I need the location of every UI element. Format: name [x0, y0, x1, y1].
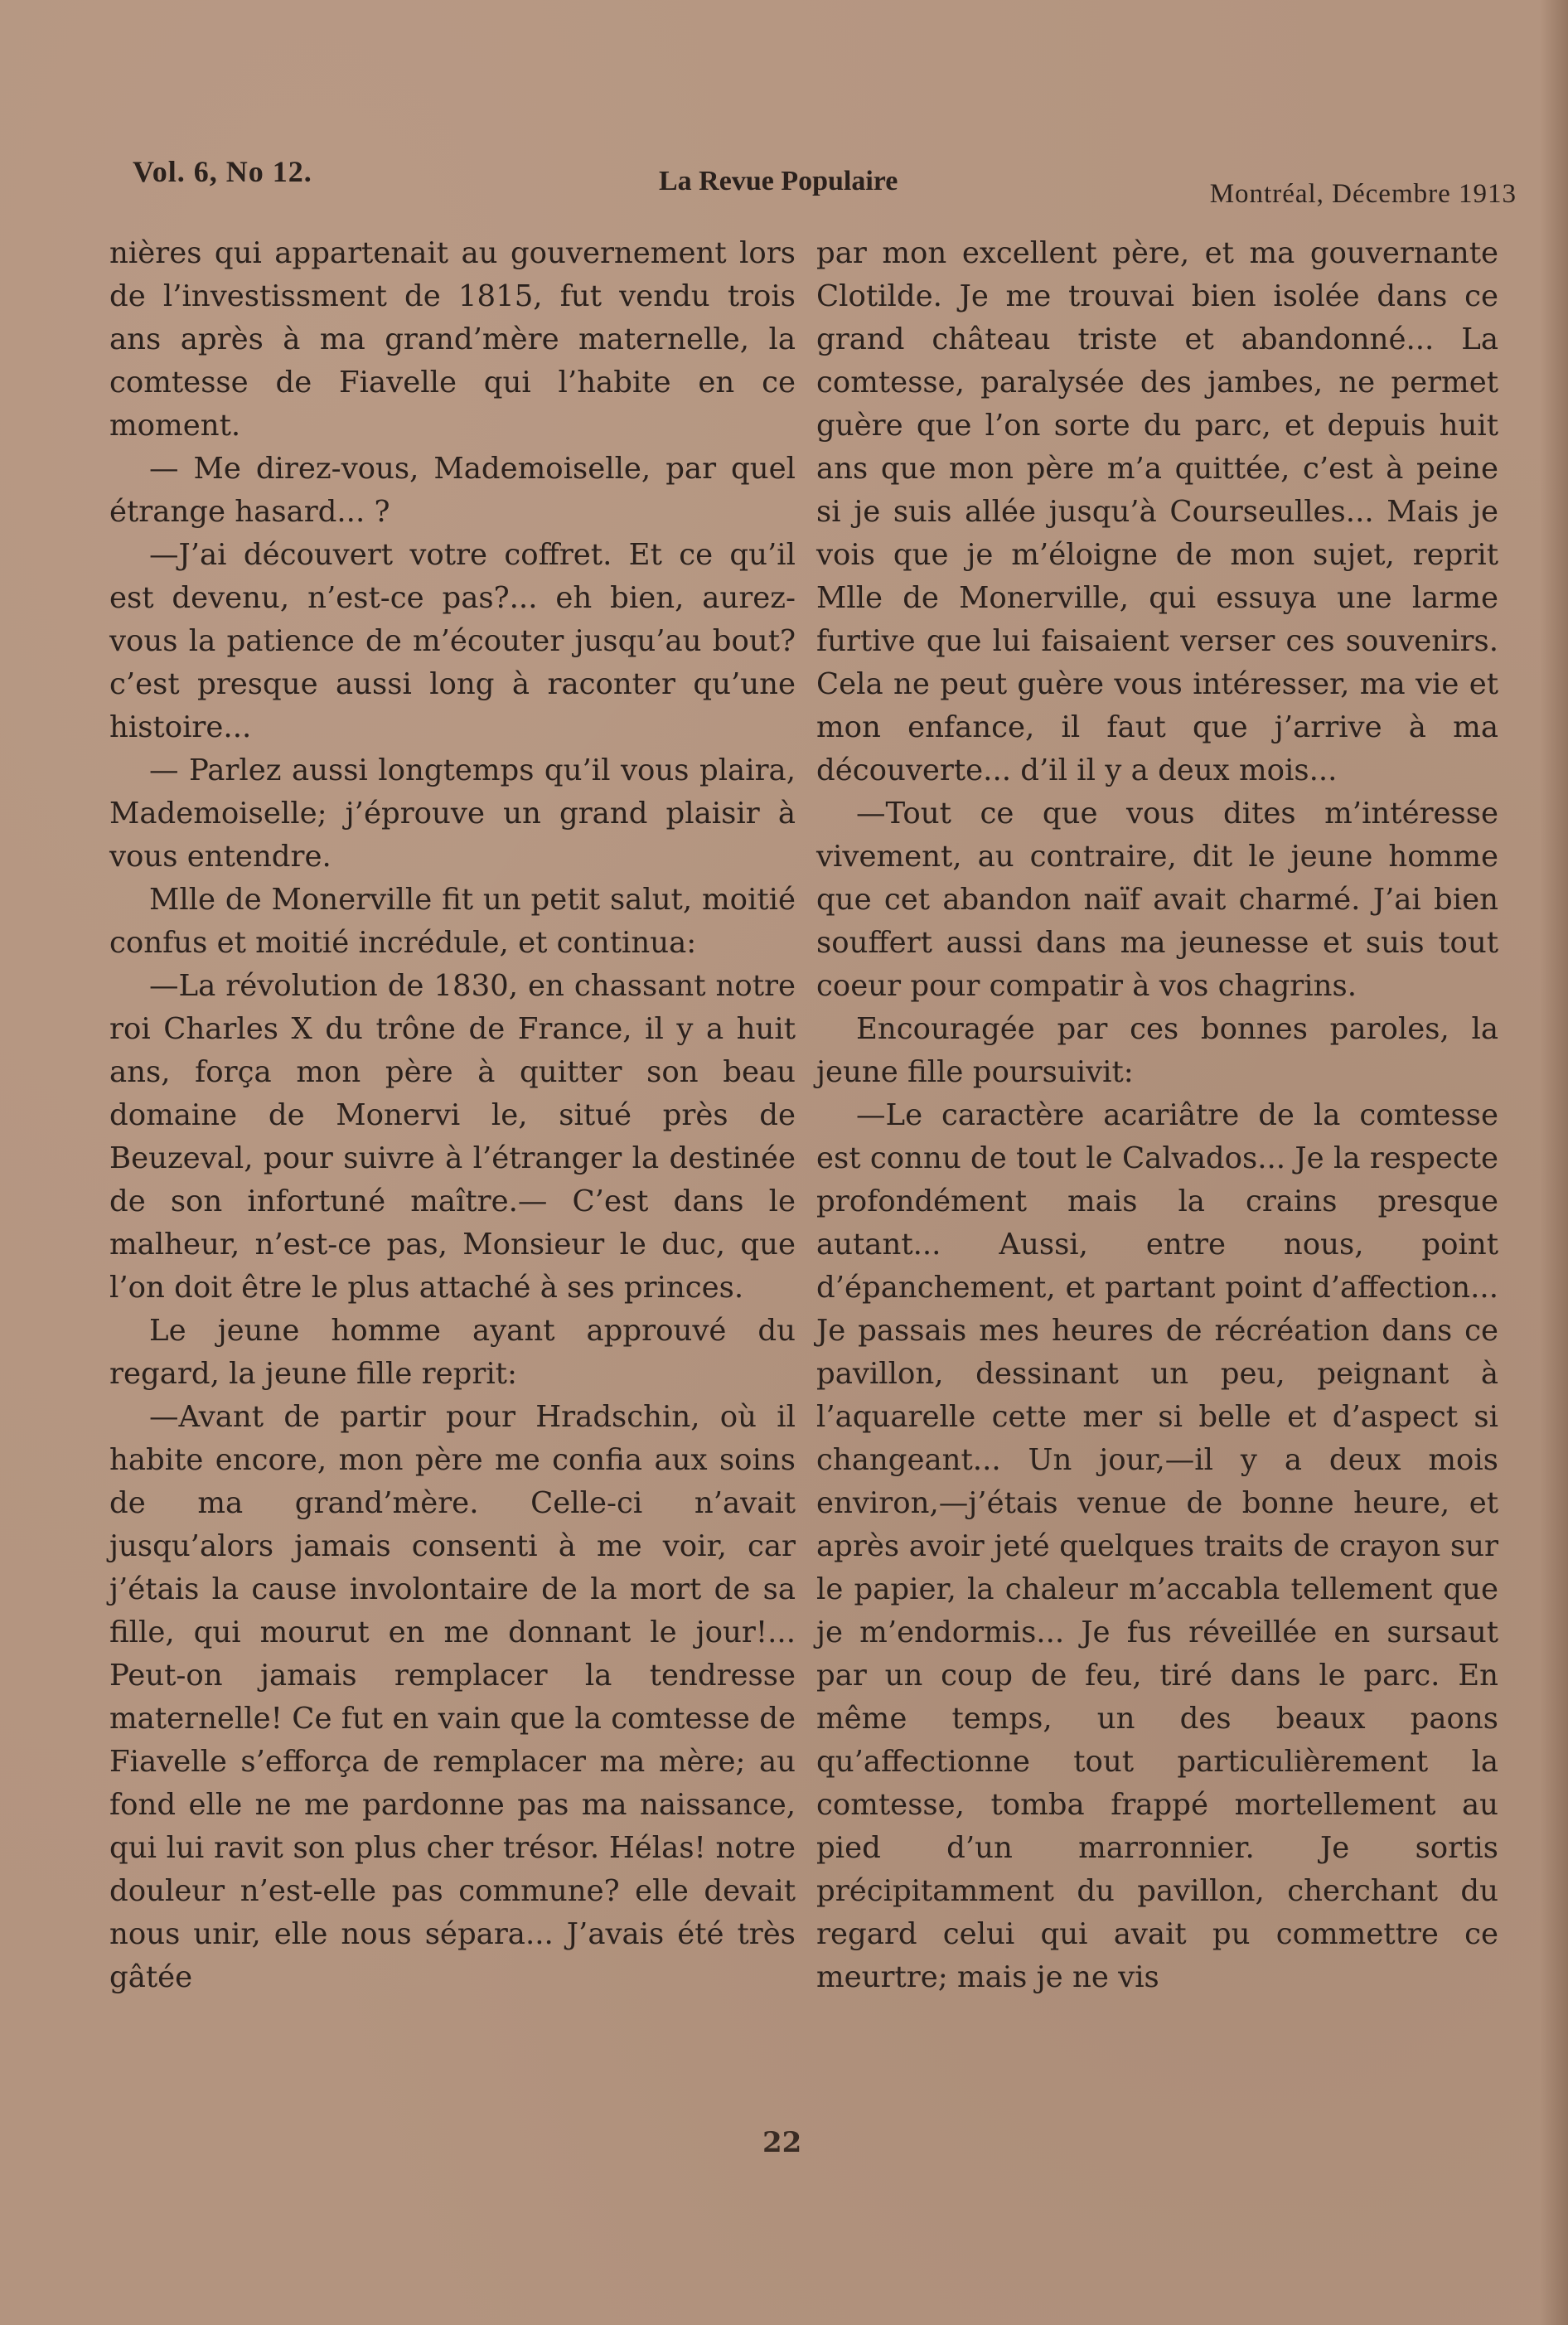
paragraph: Mlle de Monerville fit un petit salut, moitié confus et moitié incrédule, et continua:	[109, 883, 796, 960]
paragraph: —Avant de partir pour Hradschin, où il habite encore, mon père me confia aux soins de ma grand’mère. Celle-ci n’avait jusqu’alors jamais consenti à me voir, car j’étais la cause involontaire de la mort de sa fille, qui mourut en me donnant le jour!... Peut-on jamais remplacer la tendresse maternelle! Ce fut en vain que la comtesse de Fiavelle s’efforça de remplacer ma mère; au fond elle ne me pardonne pas ma naissance, qui lui ravit son plus cher trésor. Hélas! notre douleur n’est-elle pas commune? elle devait nous unir, elle nous sépara... J’avais été très gâtée	[109, 1400, 796, 1994]
right-column	[816, 232, 1498, 1999]
paragraph: — Parlez aussi longtemps qu’il vous plaira, Mademoiselle; j’éprouve un grand plaisir à vous entendre.	[109, 753, 796, 874]
paragraph: —J’ai découvert votre coffret. Et ce qu’il est devenu, n’est-ce pas?... eh bien, aurez-vous la patience de m’écouter jusqu’au bout? c’est presque aussi long à raconter qu’une histoire...	[109, 538, 796, 744]
running-header	[133, 149, 1517, 207]
place-and-date: Montréal, Décembre 1913	[1209, 179, 1517, 209]
journal-title: La Revue Populaire	[659, 166, 898, 196]
paragraph: nières qui appartenait au gouvernement lors de l’investissment de 1815, fut vendu trois ans après à ma grand’mère maternelle, la comtesse de Fiavelle qui l’habite en ce moment.	[109, 236, 796, 443]
paragraph: Le jeune homme ayant approuvé du regard, la jeune fille reprit:	[109, 1314, 796, 1391]
paragraph: —Tout ce que vous dites m’intéresse vivement, au contraire, dit le jeune homme que cet abandon naïf avait charmé. J’ai bien souffert aussi dans ma jeunesse et suis tout coeur pour compatir à vos chagrins.	[816, 797, 1498, 1003]
paragraph: — Me direz-vous, Mademoiselle, par quel étrange hasard... ?	[109, 452, 796, 529]
paragraph: par mon excellent père, et ma gouvernante Clotilde. Je me trouvai bien isolée dans ce grand château triste et abandonné... La comtesse, paralysée des jambes, ne permet guère que l’on sorte du parc, et depuis huit ans que mon père m’a quittée, c’est à peine si je suis allée jusqu’à Courseulles... Mais je vois que je m’éloigne de mon sujet, reprit Mlle de Monerville, qui essuya une larme furtive que lui faisaient verser ces souvenirs. Cela ne peut guère vous intéresser, ma vie et mon enfance, il faut que j’arrive à ma découverte... d’il il y a deux mois...	[816, 236, 1498, 787]
page-edge-shadow	[1540, 0, 1568, 2325]
left-column	[109, 232, 796, 1999]
page-number: 22	[762, 2126, 802, 2159]
volume-number: Vol. 6, No 12.	[133, 155, 312, 188]
paragraph: Encouragée par ces bonnes paroles, la jeune fille poursuivit:	[816, 1012, 1498, 1089]
paragraph: —Le caractère acariâtre de la comtesse est connu de tout le Calvados... Je la respecte profondément mais la crains presque autant... Aussi, entre nous, point d’épanchement, et partant point d’affection... Je passais mes heures de récréation dans ce pavillon, dessinant un peu, peignant à l’aquarelle cette mer si belle et d’aspect si changeant... Un jour,—il y a deux mois environ,—j’étais venue de bonne heure, et après avoir jeté quelques traits de crayon sur le papier, la chaleur m’accabla tellement que je m’endormis... Je fus réveillée en sursaut par un coup de feu, tiré dans le parc. En même temps, un des beaux paons qu’affectionne tout particulièrement la comtesse, tomba frappé mortellement au pied d’un marronnier. Je sortis précipitamment du pavillon, cherchant du regard celui qui avait pu commettre ce meurtre; mais je ne vis	[816, 1098, 1498, 1994]
paragraph: —La révolution de 1830, en chassant notre roi Charles X du trône de France, il y a huit ans, força mon père à quitter son beau domaine de Monervi le, situé près de Beuzeval, pour suivre à l’étranger la destinée de son infortuné maître.— C’est dans le malheur, n’est-ce pas, Monsieur le duc, que l’on doit être le plus attaché à ses princes.	[109, 969, 796, 1305]
